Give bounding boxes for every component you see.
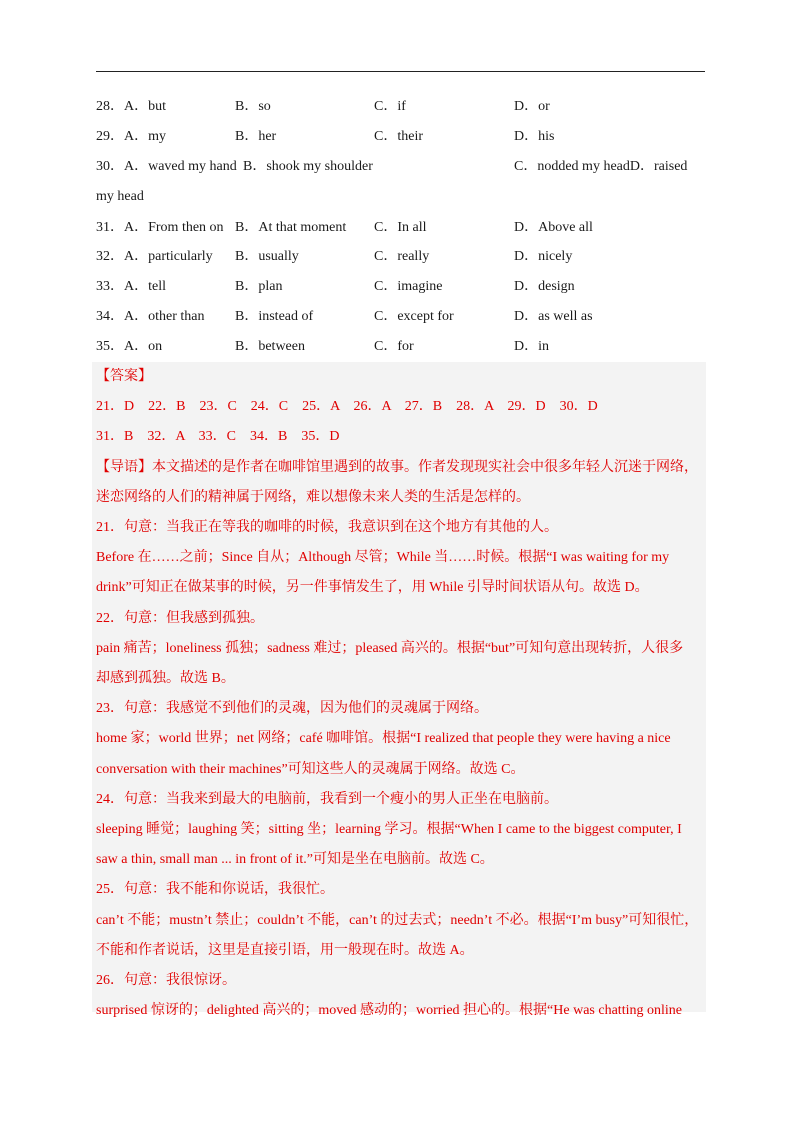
option-d: D．Above all: [514, 219, 593, 235]
answer-header: 【答案】: [96, 369, 152, 384]
option-c: C．In all: [374, 219, 427, 235]
option-row-32: [96, 242, 705, 272]
option-b: B．plan: [235, 279, 283, 295]
option-a: 30．A．waved my hand: [96, 158, 237, 174]
answer-key-row-1: 21．D 22．B 23．C 24．C 25．A 26．A 27．B 28．A 29．D 30．D: [96, 399, 598, 415]
option-c: C．for: [374, 338, 414, 354]
explanation-23: conversation with their machines”可知这些人的灵魂属于网络。故选 C。: [96, 761, 525, 777]
explanation-21: 21．句意：当我正在等我的咖啡的时候，我意识到在这个地方有其他的人。: [96, 520, 558, 536]
option-row-33: [96, 272, 705, 302]
option-b: B．At that moment: [235, 219, 347, 235]
answer-section: [92, 362, 706, 1019]
option-a: 31．A．From then on: [96, 219, 224, 235]
explanation-25: 不能和作者说话，这里是直接引语，用一般现在时。故选 A。: [96, 942, 474, 958]
option-c: C．except for: [374, 308, 454, 324]
option-a: 33．A．tell: [96, 279, 166, 295]
option-d: D．his: [514, 128, 555, 144]
option-b: B．between: [235, 338, 305, 354]
option-d: D．as well as: [514, 308, 593, 324]
option-a: 32．A．particularly: [96, 249, 213, 265]
option-c: C．if: [374, 99, 406, 114]
explanation-24: saw a thin, small man ... in front of it.”可知是坐在电脑前。故选 C。: [96, 852, 494, 868]
option-row-34: [96, 302, 705, 332]
option-d: D．design: [514, 279, 575, 295]
option-a: 29．A．my: [96, 128, 166, 144]
explanation-25: can’t 不能；mustn’t 禁止；couldn’t 不能，can’t 的过去式；needn’t 不必。根据“I’m busy”可知很忙，: [96, 912, 699, 928]
explanation-22: 22．句意：但我感到孤独。: [96, 610, 264, 626]
option-row-31: [96, 213, 705, 243]
option-row-29: [96, 122, 705, 152]
option-row-28: [96, 92, 705, 122]
option-c: C．their: [374, 128, 423, 144]
explanation-26: surprised 惊讶的；delighted 高兴的；moved 感动的；worried 担心的。根据“He was chatting online: [96, 1003, 682, 1019]
explanation-24: 24．句意：当我来到最大的电脑前，我看到一个瘦小的男人正坐在电脑前。: [96, 791, 558, 807]
guide-text: 迷恋网络的人们的精神属于网络，难以想像未来人类的生活是怎样的。: [96, 489, 530, 505]
option-c: C．imagine: [374, 279, 443, 295]
explanation-23: home 家；world 世界；net 网络；café 咖啡馆。根据“I realized that people they were having a nice: [96, 731, 671, 747]
guide-text: 【导语】本文描述的是作者在咖啡馆里遇到的故事。作者发现现实社会中很多年轻人沉迷于网络，: [96, 459, 698, 475]
option-d: D．in: [514, 338, 549, 354]
explanation-22: 却感到孤独。故选 B。: [96, 671, 235, 687]
answer-key-row-2: 31．B 32．A 33．C 34．B 35．D: [96, 429, 340, 445]
option-c-d: C．nodded my headD．raised: [514, 158, 688, 174]
option-a: 34．A．other than: [96, 308, 205, 324]
option-continuation: my head: [96, 189, 144, 205]
option-b: B．usually: [235, 249, 299, 265]
explanation-25: 25．句意：我不能和你说话，我很忙。: [96, 882, 334, 898]
option-b: B．shook my shoulder: [243, 158, 373, 174]
option-c: C．really: [374, 249, 430, 265]
explanation-21: Before 在……之前；Since 自从；Although 尽管；While 当……时候。根据“I was waiting for my: [96, 550, 670, 566]
option-a: 35．A．on: [96, 338, 163, 354]
option-row-30: [96, 152, 705, 213]
header-rule: [96, 71, 705, 72]
option-a: 28．A．but: [96, 99, 166, 114]
options-list: [96, 92, 705, 362]
option-b: B．her: [235, 128, 277, 144]
explanation-21: drink”可知正在做某事的时候，另一件事情发生了，用 While 引导时间状语从句。故选 D。: [96, 580, 649, 596]
option-d: D．or: [514, 99, 550, 114]
option-d: D．nicely: [514, 249, 573, 265]
explanation-22: pain 痛苦；loneliness 孤独；sadness 难过；pleased 高兴的。根据“but”可知句意出现转折，人很多: [96, 640, 684, 656]
option-row-35: [96, 332, 705, 362]
explanation-24: sleeping 睡觉；laughing 笑；sitting 坐；learning 学习。根据“When I came to the biggest computer, I: [96, 822, 682, 838]
explanation-23: 23．句意：我感觉不到他们的灵魂，因为他们的灵魂属于网络。: [96, 701, 488, 717]
explanation-26: 26．句意：我很惊讶。: [96, 973, 236, 989]
option-b: B．so: [235, 99, 271, 114]
option-b: B．instead of: [235, 308, 314, 324]
